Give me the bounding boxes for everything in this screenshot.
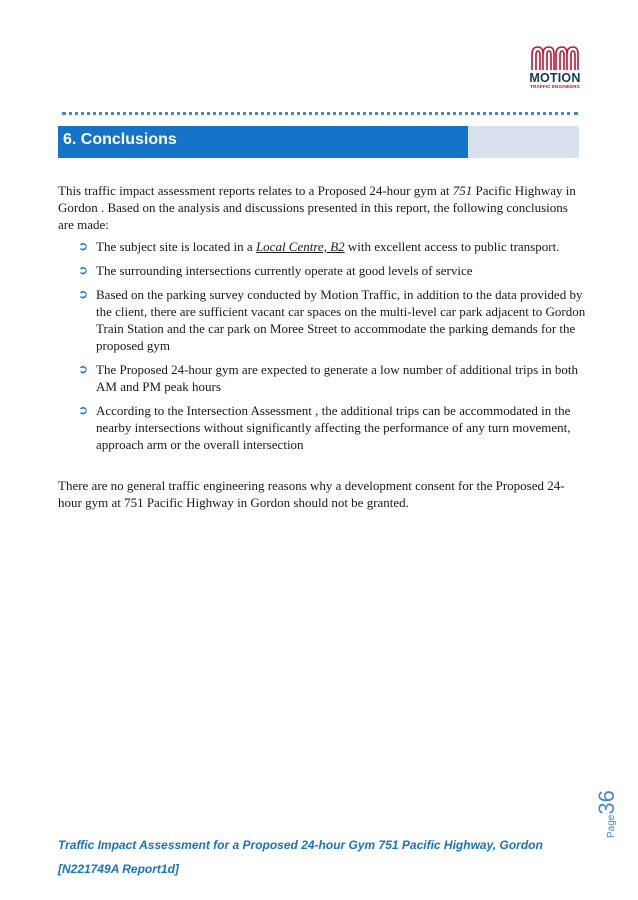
- footer-title: Traffic Impact Assessment for a Proposed 24-hour Gym 751 Pacific Highway, Gordon: [58, 838, 543, 852]
- page-number: [594, 790, 624, 840]
- conclusion-list: [78, 238, 588, 460]
- list-item-text: The subject site is located in a: [96, 239, 256, 254]
- page-digits: 36: [594, 790, 619, 815]
- list-item-text: Based on the parking survey conducted by Motion Traffic, in addition to the data provided by the client, there are sufficient vacant car spaces on the multi-level car park adjacent to Gordon Train Station and the car park on Moree Street to accommodate the parking demands for the proposed gym: [96, 287, 586, 353]
- logo-tagline: TRAFFIC ENGINEERS: [530, 84, 580, 89]
- arrow-right-circle-icon: ➲: [78, 287, 89, 301]
- intro-paragraph: [58, 182, 586, 233]
- footer-reference: [N221749A Report1d]: [58, 862, 179, 876]
- intro-address-number: 751: [452, 183, 473, 198]
- arrow-right-circle-icon: ➲: [78, 263, 89, 277]
- section-number: 6.: [63, 131, 77, 148]
- intro-text-2: Pacific Highway in Gordon . Based on the analysis and discussions presented in this report, the following conclusions are made:: [58, 183, 576, 232]
- arrow-right-circle-icon: ➲: [78, 403, 89, 417]
- list-item: [78, 262, 588, 279]
- section-heading-accent: [468, 126, 579, 158]
- list-item-text: According to the Intersection Assessment , the additional trips can be accommodated in the nearby intersections without significantly affecting the performance of any turn movement, approach arm or the overall intersection: [96, 403, 571, 452]
- conclusion-paragraph: There are no general traffic engineering reasons why a development consent for the Proposed 24-hour gym at 751 Pacific Highway in Gordon should not be granted.: [58, 478, 565, 510]
- list-item-text: The surrounding intersections currently operate at good levels of service: [96, 263, 473, 278]
- arrow-right-circle-icon: ➲: [78, 239, 89, 253]
- list-item: [78, 361, 588, 395]
- list-item: [78, 286, 588, 354]
- zoning-emphasis: Local Centre, B2: [255, 239, 345, 254]
- logo-wordmark: MOTION: [529, 71, 581, 85]
- list-item: [78, 238, 588, 255]
- section-heading: [58, 126, 468, 158]
- dotted-divider: [62, 112, 578, 115]
- intro-text-1: This traffic impact assessment reports relates to a Proposed 24-hour gym at: [58, 183, 453, 198]
- page-label: Page: [606, 814, 617, 838]
- list-item-text: with excellent access to public transport.: [344, 239, 560, 254]
- list-item-text: The Proposed 24-hour gym are expected to generate a low number of additional trips in both AM and PM peak hours: [96, 362, 578, 394]
- section-title: Conclusions: [80, 131, 177, 148]
- arrow-right-circle-icon: ➲: [78, 362, 89, 376]
- list-item: [78, 402, 588, 453]
